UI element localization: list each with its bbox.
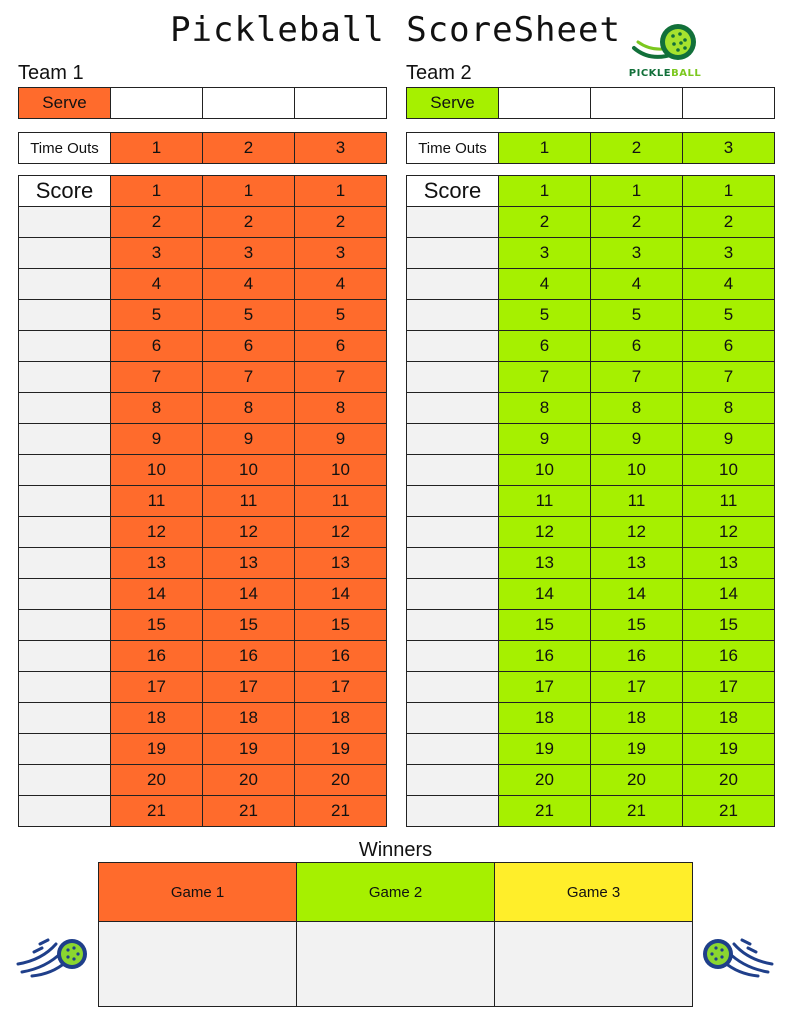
team1-game1-point-cell[interactable]: 8 (111, 393, 203, 424)
team2-game3-point-cell[interactable]: 1 (683, 176, 775, 207)
team2-score-blank-cell (407, 455, 499, 486)
team2-score-row (407, 424, 775, 455)
team2-game2-point-cell[interactable]: 21 (591, 796, 683, 827)
team1-score-row (19, 796, 387, 827)
team2-score-blank-cell (407, 796, 499, 827)
team2-game1-point-cell[interactable]: 20 (499, 765, 591, 796)
team1-game2-point-cell[interactable]: 21 (203, 796, 295, 827)
team2-game3-point-cell[interactable]: 5 (683, 300, 775, 331)
team1-game2-point-cell[interactable]: 2 (203, 207, 295, 238)
team2-score-row (407, 796, 775, 827)
team2-game2-point-cell[interactable]: 3 (591, 238, 683, 269)
team1-game1-point-cell[interactable]: 1 (111, 176, 203, 207)
game2-header: Game 2 (297, 863, 495, 922)
team1-game2-point-cell[interactable]: 1 (203, 176, 295, 207)
team2-score-row (407, 610, 775, 641)
team1-game1-point-cell[interactable]: 14 (111, 579, 203, 610)
team2-label: Team 2 (406, 62, 472, 84)
team1-game1-point-cell[interactable]: 9 (111, 424, 203, 455)
team1-game1-point-cell[interactable]: 17 (111, 672, 203, 703)
team2-score-label: Score (407, 176, 499, 207)
team1-game2-point-cell[interactable]: 15 (203, 610, 295, 641)
team1-game3-point-cell[interactable]: 19 (295, 734, 387, 765)
team1-game2-point-cell[interactable]: 9 (203, 424, 295, 455)
team2-score-row (407, 300, 775, 331)
team2-game3-point-cell[interactable]: 9 (683, 424, 775, 455)
team1-game2-point-cell[interactable]: 16 (203, 641, 295, 672)
page-title: Pickleball ScoreSheet (170, 10, 621, 50)
team1-score-table (18, 175, 387, 827)
team2-game2-point-cell[interactable]: 6 (591, 331, 683, 362)
team2-game2-point-cell[interactable]: 4 (591, 269, 683, 300)
team1-game2-point-cell[interactable]: 12 (203, 517, 295, 548)
team1-game1-point-cell[interactable]: 15 (111, 610, 203, 641)
team1-game3-point-cell[interactable]: 8 (295, 393, 387, 424)
team2-timeout-cell[interactable]: 2 (591, 133, 683, 164)
team1-score-blank-cell (19, 579, 111, 610)
team2-score-blank-cell (407, 734, 499, 765)
team1-score-row (19, 362, 387, 393)
team2-game1-point-cell[interactable]: 2 (499, 207, 591, 238)
team2-score-blank-cell (407, 548, 499, 579)
team1-score-blank-cell (19, 486, 111, 517)
game3-winner-cell[interactable] (495, 922, 693, 1007)
team1-game3-point-cell[interactable]: 11 (295, 486, 387, 517)
team1-game1-point-cell[interactable]: 5 (111, 300, 203, 331)
team1-score-row (19, 176, 387, 207)
team1-game1-point-cell[interactable]: 4 (111, 269, 203, 300)
team1-score-blank-cell (19, 238, 111, 269)
team2-game1-point-cell[interactable]: 15 (499, 610, 591, 641)
team1-game2-point-cell[interactable]: 19 (203, 734, 295, 765)
team1-game3-point-cell[interactable]: 1 (295, 176, 387, 207)
team1-game3-point-cell[interactable]: 4 (295, 269, 387, 300)
team2-game3-point-cell[interactable]: 19 (683, 734, 775, 765)
team2-score-blank-cell (407, 362, 499, 393)
team1-score-blank-cell (19, 393, 111, 424)
team2-serve-cell[interactable] (683, 88, 775, 119)
team2-game1-point-cell[interactable]: 8 (499, 393, 591, 424)
team2-serve-table (406, 87, 775, 119)
team2-game3-point-cell[interactable]: 4 (683, 269, 775, 300)
team1-game3-point-cell[interactable]: 21 (295, 796, 387, 827)
team2-score-row (407, 703, 775, 734)
team1-score-blank-cell (19, 300, 111, 331)
team1-score-row (19, 393, 387, 424)
team2-game3-point-cell[interactable]: 3 (683, 238, 775, 269)
team1-game1-point-cell[interactable]: 19 (111, 734, 203, 765)
team2-score-table (406, 175, 775, 827)
game1-header: Game 1 (99, 863, 297, 922)
team1-score-blank-cell (19, 796, 111, 827)
team1-serve-cell[interactable] (203, 88, 295, 119)
team2-game1-point-cell[interactable]: 12 (499, 517, 591, 548)
team2-game1-point-cell[interactable]: 19 (499, 734, 591, 765)
team2-game2-point-cell[interactable]: 9 (591, 424, 683, 455)
winners-table (98, 862, 693, 1007)
team1-score-blank-cell (19, 703, 111, 734)
team2-score-row (407, 238, 775, 269)
team2-game3-point-cell[interactable]: 11 (683, 486, 775, 517)
team2-game3-point-cell[interactable]: 10 (683, 455, 775, 486)
team1-game3-point-cell[interactable]: 15 (295, 610, 387, 641)
team2-game1-point-cell[interactable]: 6 (499, 331, 591, 362)
team2-timeout-cell[interactable]: 1 (499, 133, 591, 164)
team2-game1-point-cell[interactable]: 10 (499, 455, 591, 486)
team2-score-row (407, 734, 775, 765)
team1-game2-point-cell[interactable]: 10 (203, 455, 295, 486)
team2-score-blank-cell (407, 238, 499, 269)
flying-pickleball-icon (698, 930, 778, 980)
team1-score-label: Score (19, 176, 111, 207)
team1-serve-cell[interactable] (295, 88, 387, 119)
team2-game2-point-cell[interactable]: 8 (591, 393, 683, 424)
team1-score-row (19, 424, 387, 455)
team2-game2-point-cell[interactable]: 19 (591, 734, 683, 765)
team2-game2-point-cell[interactable]: 16 (591, 641, 683, 672)
team1-game1-point-cell[interactable]: 2 (111, 207, 203, 238)
team2-score-blank-cell (407, 486, 499, 517)
team1-game2-point-cell[interactable]: 14 (203, 579, 295, 610)
team2-score-row (407, 393, 775, 424)
team1-score-row (19, 207, 387, 238)
team2-score-row (407, 579, 775, 610)
team2-game2-point-cell[interactable]: 18 (591, 703, 683, 734)
team2-game1-point-cell[interactable]: 21 (499, 796, 591, 827)
team2-game1-point-cell[interactable]: 9 (499, 424, 591, 455)
team2-score-blank-cell (407, 269, 499, 300)
team1-game1-point-cell[interactable]: 10 (111, 455, 203, 486)
team1-score-row (19, 548, 387, 579)
team1-serve-table (18, 87, 387, 119)
team1-game3-point-cell[interactable]: 7 (295, 362, 387, 393)
team2-score-row (407, 269, 775, 300)
team1-score-row (19, 703, 387, 734)
team1-game3-point-cell[interactable]: 17 (295, 672, 387, 703)
team2-score-row (407, 331, 775, 362)
team1-score-row (19, 517, 387, 548)
team1-score-row (19, 238, 387, 269)
game1-winner-cell[interactable] (99, 922, 297, 1007)
team1-game2-point-cell[interactable]: 20 (203, 765, 295, 796)
team2-score-blank-cell (407, 610, 499, 641)
team2-game1-point-cell[interactable]: 16 (499, 641, 591, 672)
team2-game3-point-cell[interactable]: 20 (683, 765, 775, 796)
team1-game3-point-cell[interactable]: 2 (295, 207, 387, 238)
team1-game2-point-cell[interactable]: 13 (203, 548, 295, 579)
team2-score-row (407, 765, 775, 796)
team1-serve-cell[interactable] (111, 88, 203, 119)
team2-game2-point-cell[interactable]: 11 (591, 486, 683, 517)
team2-score-blank-cell (407, 207, 499, 238)
team1-score-blank-cell (19, 517, 111, 548)
team2-score-row (407, 207, 775, 238)
team2-game3-point-cell[interactable]: 15 (683, 610, 775, 641)
team1-score-row (19, 300, 387, 331)
game3-header: Game 3 (495, 863, 693, 922)
team1-game3-point-cell[interactable]: 10 (295, 455, 387, 486)
team2-timeouts-table (406, 132, 775, 164)
team1-game1-point-cell[interactable]: 18 (111, 703, 203, 734)
team1-game1-point-cell[interactable]: 16 (111, 641, 203, 672)
team2-timeouts-label: Time Outs (407, 133, 499, 164)
team2-score-blank-cell (407, 703, 499, 734)
team2-game3-point-cell[interactable]: 8 (683, 393, 775, 424)
team1-score-row (19, 672, 387, 703)
team1-score-row (19, 610, 387, 641)
team1-timeout-cell[interactable]: 3 (295, 133, 387, 164)
team2-serve-cell[interactable] (591, 88, 683, 119)
team1-game2-point-cell[interactable]: 11 (203, 486, 295, 517)
team1-game2-point-cell[interactable]: 17 (203, 672, 295, 703)
team2-score-blank-cell (407, 672, 499, 703)
team1-game1-point-cell[interactable]: 13 (111, 548, 203, 579)
team1-score-row (19, 765, 387, 796)
game2-winner-cell[interactable] (297, 922, 495, 1007)
team1-game2-point-cell[interactable]: 18 (203, 703, 295, 734)
team1-game1-point-cell[interactable]: 7 (111, 362, 203, 393)
flying-pickleball-icon (12, 930, 92, 980)
team1-game3-point-cell[interactable]: 14 (295, 579, 387, 610)
team1-game2-point-cell[interactable]: 6 (203, 331, 295, 362)
team1-score-row (19, 455, 387, 486)
team2-score-blank-cell (407, 579, 499, 610)
team2-game2-point-cell[interactable]: 5 (591, 300, 683, 331)
team2-score-row (407, 517, 775, 548)
team1-score-row (19, 641, 387, 672)
team2-game3-point-cell[interactable]: 7 (683, 362, 775, 393)
team2-game2-point-cell[interactable]: 1 (591, 176, 683, 207)
team1-score-row (19, 331, 387, 362)
team1-game2-point-cell[interactable]: 8 (203, 393, 295, 424)
team1-game3-point-cell[interactable]: 13 (295, 548, 387, 579)
team1-game1-point-cell[interactable]: 21 (111, 796, 203, 827)
team1-serve-label: Serve (19, 88, 111, 119)
team1-game3-point-cell[interactable]: 18 (295, 703, 387, 734)
team1-game2-point-cell[interactable]: 4 (203, 269, 295, 300)
team1-game3-point-cell[interactable]: 16 (295, 641, 387, 672)
team1-score-row (19, 269, 387, 300)
team2-score-row (407, 176, 775, 207)
team2-game3-point-cell[interactable]: 12 (683, 517, 775, 548)
team1-score-blank-cell (19, 548, 111, 579)
team2-game1-point-cell[interactable]: 1 (499, 176, 591, 207)
team1-game2-point-cell[interactable]: 7 (203, 362, 295, 393)
team1-game1-point-cell[interactable]: 11 (111, 486, 203, 517)
team2-score-blank-cell (407, 765, 499, 796)
team2-score-blank-cell (407, 517, 499, 548)
team2-game2-point-cell[interactable]: 14 (591, 579, 683, 610)
team2-score-row (407, 455, 775, 486)
team2-score-row (407, 672, 775, 703)
team1-score-row (19, 579, 387, 610)
team2-game2-point-cell[interactable]: 7 (591, 362, 683, 393)
team2-game3-point-cell[interactable]: 18 (683, 703, 775, 734)
team2-game3-point-cell[interactable]: 16 (683, 641, 775, 672)
team2-game1-point-cell[interactable]: 17 (499, 672, 591, 703)
team2-serve-cell[interactable] (499, 88, 591, 119)
team2-score-row (407, 641, 775, 672)
team1-score-blank-cell (19, 734, 111, 765)
team2-game1-point-cell[interactable]: 14 (499, 579, 591, 610)
team1-score-row (19, 486, 387, 517)
team2-game2-point-cell[interactable]: 17 (591, 672, 683, 703)
team1-label: Team 1 (18, 62, 84, 84)
team2-timeout-cell[interactable]: 3 (683, 133, 775, 164)
team1-timeouts-table (18, 132, 387, 164)
team1-timeout-cell[interactable]: 1 (111, 133, 203, 164)
team2-game2-point-cell[interactable]: 12 (591, 517, 683, 548)
team1-score-blank-cell (19, 207, 111, 238)
team1-game3-point-cell[interactable]: 20 (295, 765, 387, 796)
team2-game1-point-cell[interactable]: 13 (499, 548, 591, 579)
team1-timeout-cell[interactable]: 2 (203, 133, 295, 164)
team2-score-blank-cell (407, 393, 499, 424)
team1-game3-point-cell[interactable]: 12 (295, 517, 387, 548)
team1-game1-point-cell[interactable]: 3 (111, 238, 203, 269)
team2-score-row (407, 548, 775, 579)
team1-score-blank-cell (19, 641, 111, 672)
team1-game2-point-cell[interactable]: 5 (203, 300, 295, 331)
team2-game1-point-cell[interactable]: 5 (499, 300, 591, 331)
team1-game3-point-cell[interactable]: 5 (295, 300, 387, 331)
team1-game1-point-cell[interactable]: 6 (111, 331, 203, 362)
team2-game3-point-cell[interactable]: 6 (683, 331, 775, 362)
team1-game3-point-cell[interactable]: 3 (295, 238, 387, 269)
team2-game2-point-cell[interactable]: 10 (591, 455, 683, 486)
team2-score-row (407, 362, 775, 393)
logo-wordmark: PICKLEBALL (628, 68, 702, 79)
team1-score-blank-cell (19, 331, 111, 362)
team2-game2-point-cell[interactable]: 2 (591, 207, 683, 238)
team2-game1-point-cell[interactable]: 7 (499, 362, 591, 393)
team2-game2-point-cell[interactable]: 15 (591, 610, 683, 641)
team2-game2-point-cell[interactable]: 13 (591, 548, 683, 579)
team2-game1-point-cell[interactable]: 11 (499, 486, 591, 517)
team2-serve-label: Serve (407, 88, 499, 119)
team2-game3-point-cell[interactable]: 21 (683, 796, 775, 827)
team1-score-blank-cell (19, 362, 111, 393)
team2-score-blank-cell (407, 300, 499, 331)
team2-game2-point-cell[interactable]: 20 (591, 765, 683, 796)
team2-score-blank-cell (407, 641, 499, 672)
team2-score-row (407, 486, 775, 517)
team1-score-blank-cell (19, 269, 111, 300)
team1-score-row (19, 734, 387, 765)
team2-game3-point-cell[interactable]: 13 (683, 548, 775, 579)
team1-game1-point-cell[interactable]: 20 (111, 765, 203, 796)
team2-game3-point-cell[interactable]: 2 (683, 207, 775, 238)
team2-score-blank-cell (407, 424, 499, 455)
team2-score-blank-cell (407, 331, 499, 362)
team1-game3-point-cell[interactable]: 6 (295, 331, 387, 362)
winners-title: Winners (358, 839, 433, 861)
team2-game3-point-cell[interactable]: 14 (683, 579, 775, 610)
team2-game1-point-cell[interactable]: 4 (499, 269, 591, 300)
team2-game3-point-cell[interactable]: 17 (683, 672, 775, 703)
team1-timeouts-label: Time Outs (19, 133, 111, 164)
team1-score-blank-cell (19, 765, 111, 796)
team1-score-blank-cell (19, 424, 111, 455)
team1-game3-point-cell[interactable]: 9 (295, 424, 387, 455)
team1-game1-point-cell[interactable]: 12 (111, 517, 203, 548)
team1-score-blank-cell (19, 455, 111, 486)
team1-game2-point-cell[interactable]: 3 (203, 238, 295, 269)
team2-game1-point-cell[interactable]: 3 (499, 238, 591, 269)
team1-score-blank-cell (19, 672, 111, 703)
team2-game1-point-cell[interactable]: 18 (499, 703, 591, 734)
team1-score-blank-cell (19, 610, 111, 641)
